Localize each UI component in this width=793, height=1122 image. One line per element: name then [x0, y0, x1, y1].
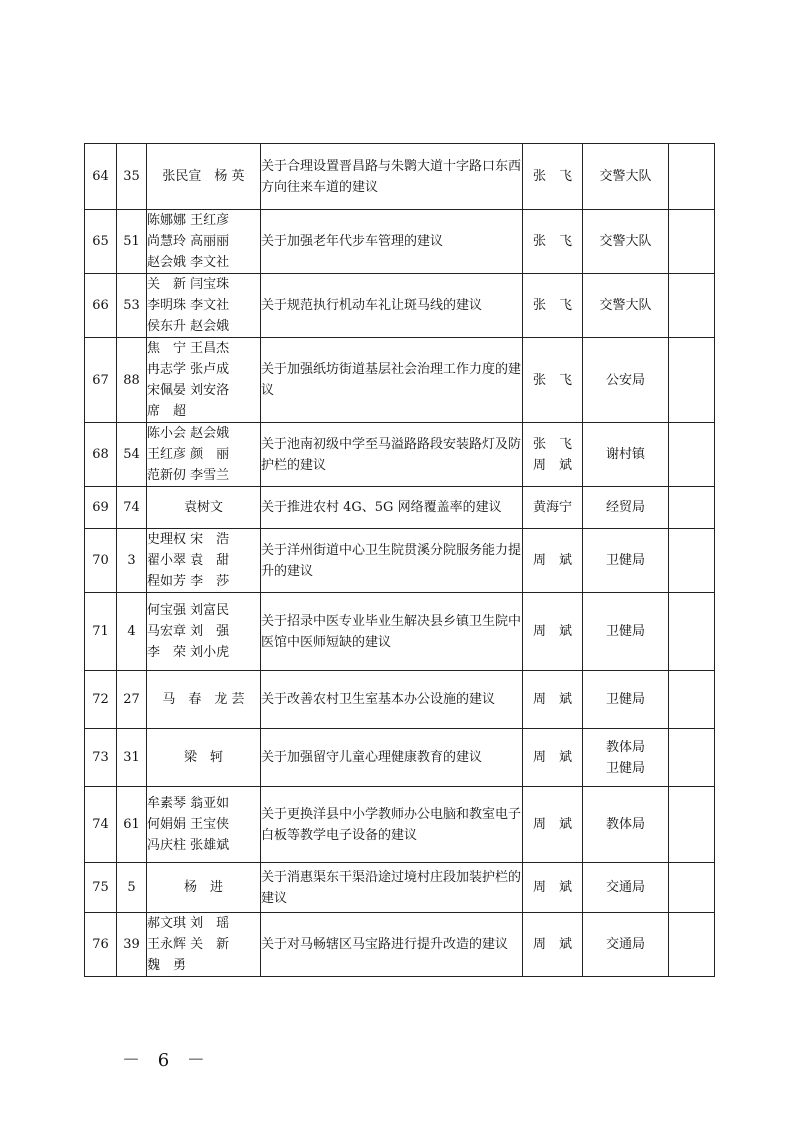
row-number: 71	[85, 593, 117, 671]
handler	[523, 210, 583, 274]
row-number: 76	[85, 913, 117, 977]
department-name: 谢村镇	[605, 447, 645, 462]
handler-name: 周 斌	[532, 880, 572, 895]
department-name: 交通局	[605, 937, 645, 952]
department-name: 教体局	[605, 817, 645, 832]
department-name: 公安局	[605, 372, 645, 388]
remarks-cell	[669, 529, 715, 593]
proposer-name-line: 关 新 闫宝珠	[147, 277, 230, 292]
proposer-names	[147, 338, 261, 423]
department-name: 卫健局	[605, 760, 645, 776]
proposer-name-line: 翟小翠 袁 甜	[147, 553, 230, 568]
remarks-cell	[669, 671, 715, 729]
remarks-cell	[669, 787, 715, 863]
proposer-name-line: 张民宣 杨 英	[162, 169, 245, 184]
table-row	[85, 144, 715, 210]
proposer-name-line: 冉志学 张卢成	[147, 362, 230, 377]
handler	[523, 487, 583, 529]
handler-name: 张 飞	[532, 372, 572, 388]
proposer-name-line: 陈娜娜 王红彦	[147, 213, 230, 228]
proposer-name-line: 杨 进	[183, 880, 223, 895]
remarks-cell	[669, 210, 715, 274]
department-name: 卫健局	[605, 624, 645, 639]
proposal-id: 88	[117, 338, 147, 423]
handler-name: 周 斌	[532, 817, 572, 832]
proposer-names	[147, 913, 261, 977]
remarks-cell	[669, 593, 715, 671]
proposal-title: 关于池南初级中学至马溢路路段安装路灯及防护栏的建议	[261, 423, 523, 487]
proposer-name-line: 何宝强 刘富民	[147, 603, 230, 618]
department-name: 交警大队	[599, 298, 652, 313]
proposal-title: 关于加强老年代步车管理的建议	[261, 210, 523, 274]
proposer-name-line: 程如芳 李 莎	[147, 574, 230, 589]
department	[583, 210, 669, 274]
proposer-names	[147, 787, 261, 863]
handler-name: 周 斌	[532, 750, 572, 765]
handler	[523, 338, 583, 423]
proposal-title: 关于规范执行机动车礼让斑马线的建议	[261, 274, 523, 338]
proposer-name-line: 宋佩晏 刘安洛	[147, 383, 230, 398]
proposal-title: 关于洋州街道中心卫生院贯溪分院服务能力提升的建议	[261, 529, 523, 593]
proposer-names	[147, 529, 261, 593]
table-row	[85, 729, 715, 787]
handler-name: 周 斌	[532, 624, 572, 639]
handler-name: 周 斌	[532, 457, 572, 473]
department-name: 交警大队	[599, 169, 652, 184]
table-row	[85, 863, 715, 913]
proposal-id: 3	[117, 529, 147, 593]
remarks-cell	[669, 338, 715, 423]
department	[583, 913, 669, 977]
table-row	[85, 274, 715, 338]
handler	[523, 671, 583, 729]
proposer-names	[147, 487, 261, 529]
row-number: 75	[85, 863, 117, 913]
proposer-name-line: 梁 轲	[183, 750, 223, 765]
handler-name: 周 斌	[532, 692, 572, 707]
proposer-names	[147, 729, 261, 787]
proposer-name-line: 侯东升 赵会娥	[147, 319, 230, 334]
table-row	[85, 487, 715, 529]
proposal-id: 39	[117, 913, 147, 977]
table-row	[85, 423, 715, 487]
handler	[523, 593, 583, 671]
table-row	[85, 671, 715, 729]
row-number: 74	[85, 787, 117, 863]
proposal-title: 关于更换洋县中小学教师办公电脑和教室电子白板等教学电子设备的建议	[261, 787, 523, 863]
handler	[523, 729, 583, 787]
proposer-names	[147, 274, 261, 338]
handler-name: 张 飞	[532, 436, 572, 452]
remarks-cell	[669, 274, 715, 338]
row-number: 69	[85, 487, 117, 529]
proposer-names	[147, 863, 261, 913]
proposer-name-line: 李 荣 刘小虎	[147, 645, 230, 660]
remarks-cell	[669, 863, 715, 913]
row-number: 72	[85, 671, 117, 729]
table-row	[85, 210, 715, 274]
department	[583, 593, 669, 671]
row-number: 70	[85, 529, 117, 593]
handler-name: 张 飞	[532, 169, 572, 184]
proposal-id: 51	[117, 210, 147, 274]
department	[583, 671, 669, 729]
proposer-names	[147, 423, 261, 487]
table-row	[85, 913, 715, 977]
handler	[523, 144, 583, 210]
table-row	[85, 529, 715, 593]
department-name: 教体局	[605, 739, 645, 755]
proposer-name-line: 马 春 龙 芸	[162, 692, 245, 707]
row-number: 73	[85, 729, 117, 787]
table-row	[85, 787, 715, 863]
row-number: 67	[85, 338, 117, 423]
row-number: 66	[85, 274, 117, 338]
proposal-id: 27	[117, 671, 147, 729]
proposer-name-line: 李明珠 李文社	[147, 298, 230, 313]
handler-name: 黄海宁	[532, 500, 572, 515]
department	[583, 144, 669, 210]
department	[583, 529, 669, 593]
proposal-id: 31	[117, 729, 147, 787]
proposer-name-line: 尚慧玲 高丽丽	[147, 234, 230, 249]
proposer-name-line: 牟素琴 翁亚如	[147, 796, 230, 811]
proposer-names	[147, 210, 261, 274]
remarks-cell	[669, 729, 715, 787]
proposer-name-line: 何娟娟 王宝侠	[147, 817, 230, 832]
proposer-name-line: 焦 宁 王昌杰	[147, 341, 230, 356]
handler	[523, 863, 583, 913]
department-name: 交通局	[605, 880, 645, 895]
proposal-title: 关于推进农村 4G、5G 网络覆盖率的建议	[261, 487, 523, 529]
department	[583, 863, 669, 913]
proposal-id: 5	[117, 863, 147, 913]
table-row	[85, 593, 715, 671]
proposer-name-line: 席 超	[147, 404, 187, 419]
department	[583, 423, 669, 487]
proposal-title: 关于消惠渠东干渠沿途过境村庄段加装护栏的建议	[261, 863, 523, 913]
proposal-title: 关于加强留守儿童心理健康教育的建议	[261, 729, 523, 787]
handler	[523, 787, 583, 863]
remarks-cell	[669, 144, 715, 210]
department	[583, 274, 669, 338]
handler-name: 张 飞	[532, 234, 572, 249]
department	[583, 729, 669, 787]
proposer-names	[147, 144, 261, 210]
department-name: 卫健局	[605, 553, 645, 568]
department	[583, 338, 669, 423]
handler	[523, 423, 583, 487]
proposal-id: 61	[117, 787, 147, 863]
proposal-title: 关于改善农村卫生室基本办公设施的建议	[261, 671, 523, 729]
proposal-title: 关于对马畅辖区马宝路进行提升改造的建议	[261, 913, 523, 977]
proposer-name-line: 郝文琪 刘 瑶	[147, 916, 230, 931]
proposal-id: 35	[117, 144, 147, 210]
proposer-names	[147, 671, 261, 729]
proposer-name-line: 陈小会 赵会娥	[147, 426, 230, 441]
proposal-title: 关于加强纸坊街道基层社会治理工作力度的建议	[261, 338, 523, 423]
row-number: 65	[85, 210, 117, 274]
proposer-name-line: 王永辉 关 新	[147, 937, 230, 952]
handler	[523, 529, 583, 593]
department	[583, 487, 669, 529]
department-name: 卫健局	[605, 692, 645, 707]
remarks-cell	[669, 913, 715, 977]
proposal-title: 关于招录中医专业毕业生解决县乡镇卫生院中医馆中医师短缺的建议	[261, 593, 523, 671]
department	[583, 787, 669, 863]
remarks-cell	[669, 423, 715, 487]
proposal-id: 54	[117, 423, 147, 487]
proposer-name-line: 王红彦 颜 丽	[147, 447, 230, 462]
proposer-name-line: 马宏章 刘 强	[147, 624, 230, 639]
table-body	[85, 144, 715, 977]
proposer-names	[147, 593, 261, 671]
handler-name: 张 飞	[532, 298, 572, 313]
row-number: 64	[85, 144, 117, 210]
proposer-name-line: 袁树文	[183, 500, 223, 515]
proposer-name-line: 魏 勇	[147, 958, 187, 973]
proposal-id: 4	[117, 593, 147, 671]
table-row	[85, 338, 715, 423]
proposer-name-line: 范新仞 李雪兰	[147, 468, 230, 483]
proposer-name-line: 冯庆柱 张雄斌	[147, 838, 230, 853]
proposal-title: 关于合理设置晋昌路与朱鹮大道十字路口东西方向往来车道的建议	[261, 144, 523, 210]
proposal-id: 74	[117, 487, 147, 529]
page-number: － 6 －	[122, 1050, 211, 1071]
row-number: 68	[85, 423, 117, 487]
handler	[523, 913, 583, 977]
handler	[523, 274, 583, 338]
proposer-name-line: 史理权 宋 浩	[147, 532, 230, 547]
department-name: 交警大队	[599, 234, 652, 249]
proposal-id: 53	[117, 274, 147, 338]
department-name: 经贸局	[605, 500, 645, 515]
remarks-cell	[669, 487, 715, 529]
proposal-table	[84, 143, 715, 977]
handler-name: 周 斌	[532, 937, 572, 952]
handler-name: 周 斌	[532, 553, 572, 568]
proposer-name-line: 赵会娥 李文社	[147, 255, 230, 270]
